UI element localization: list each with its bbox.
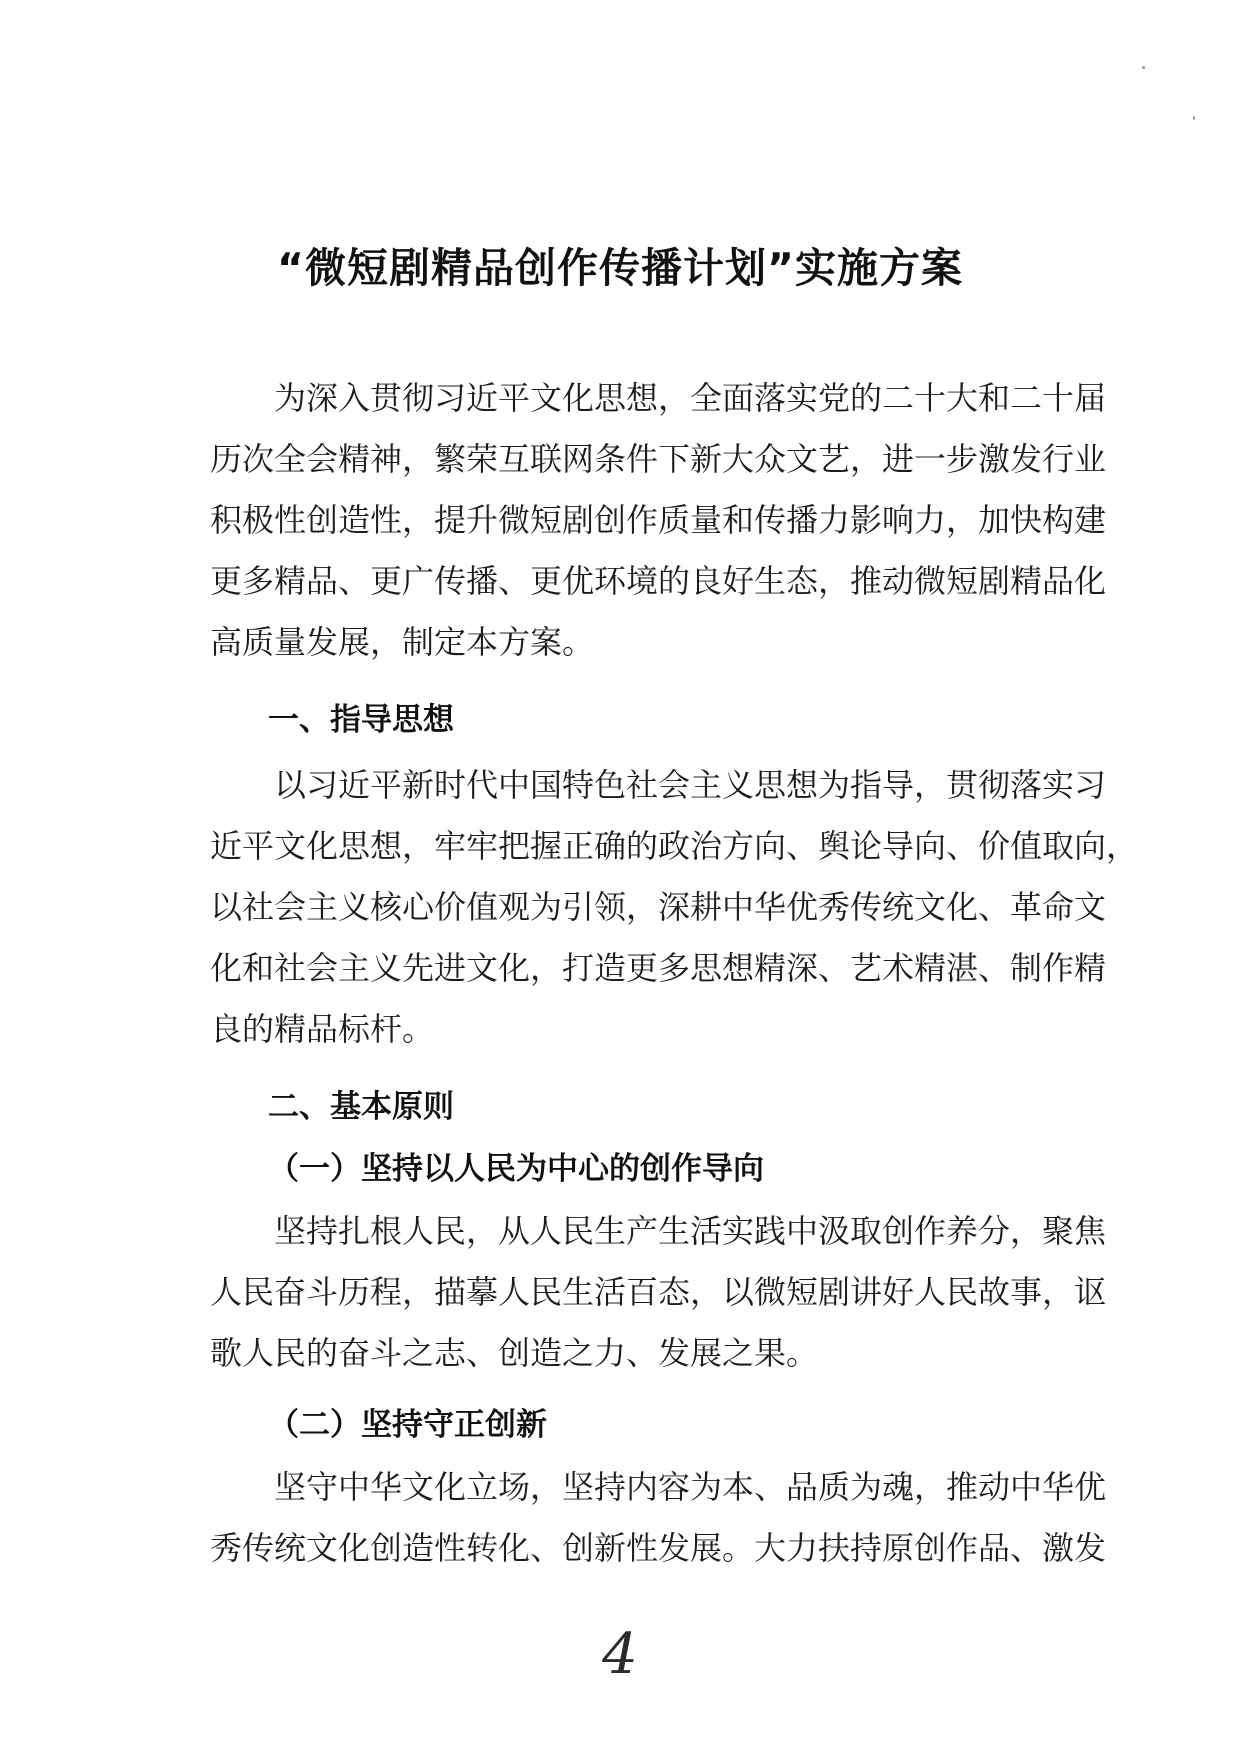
scan-speck	[1142, 66, 1145, 69]
sub1-line-first: 坚持扎根人民，从人民生产生活实践中汲取创作养分，聚焦	[274, 1212, 1107, 1250]
sub1-line: 歌人民的奋斗之志、创造之力、发展之果。	[210, 1334, 819, 1372]
section1-line: 化和社会主义先进文化，打造更多思想精深、艺术精湛、制作精	[210, 949, 1107, 987]
subheading-people-centered: （一）坚持以人民为中心的创作导向	[268, 1151, 764, 1187]
intro-line: 历次全会精神，繁荣互联网条件下新大众文艺，进一步激发行业	[210, 440, 1107, 478]
sub2-line-first: 坚守中华文化立场，坚持内容为本、品质为魂，推动中华优	[274, 1468, 1107, 1506]
sub2-line: 秀传统文化创造性转化、创新性发展。大力扶持原创作品、激发	[210, 1529, 1107, 1567]
sub2-paragraph	[210, 1457, 1107, 1579]
intro-line-first: 为深入贯彻习近平文化思想，全面落实党的二十大和二十届	[274, 379, 1107, 417]
intro-paragraph	[210, 368, 1107, 673]
scan-speck	[1193, 116, 1195, 120]
section1-line: 近平文化思想，牢牢把握正确的政治方向、舆论导向、价值取向，	[210, 827, 1139, 865]
document-title: “微短剧精品创作传播计划”实施方案	[277, 244, 963, 292]
section-heading-basic-principles: 二、基本原则	[268, 1089, 454, 1125]
intro-line: 积极性创造性，提升微短剧创作质量和传播力影响力，加快构建	[210, 501, 1107, 539]
page-number: 4	[602, 1622, 638, 1687]
section1-paragraph	[210, 755, 1139, 1060]
section1-line-first: 以习近平新时代中国特色社会主义思想为指导，贯彻落实习	[274, 766, 1107, 804]
subheading-integrity-innovation: （二）坚持守正创新	[268, 1407, 547, 1443]
intro-line: 高质量发展，制定本方案。	[210, 623, 595, 661]
section1-line: 良的精品标杆。	[210, 1010, 435, 1048]
section1-line: 以社会主义核心价值观为引领，深耕中华优秀传统文化、革命文	[210, 888, 1107, 926]
section-heading-guiding-thought: 一、指导思想	[268, 702, 454, 738]
sub1-line: 人民奋斗历程，描摹人民生活百态，以微短剧讲好人民故事，讴	[210, 1273, 1107, 1311]
intro-line: 更多精品、更广传播、更优环境的良好生态，推动微短剧精品化	[210, 562, 1107, 600]
sub1-paragraph	[210, 1201, 1107, 1384]
